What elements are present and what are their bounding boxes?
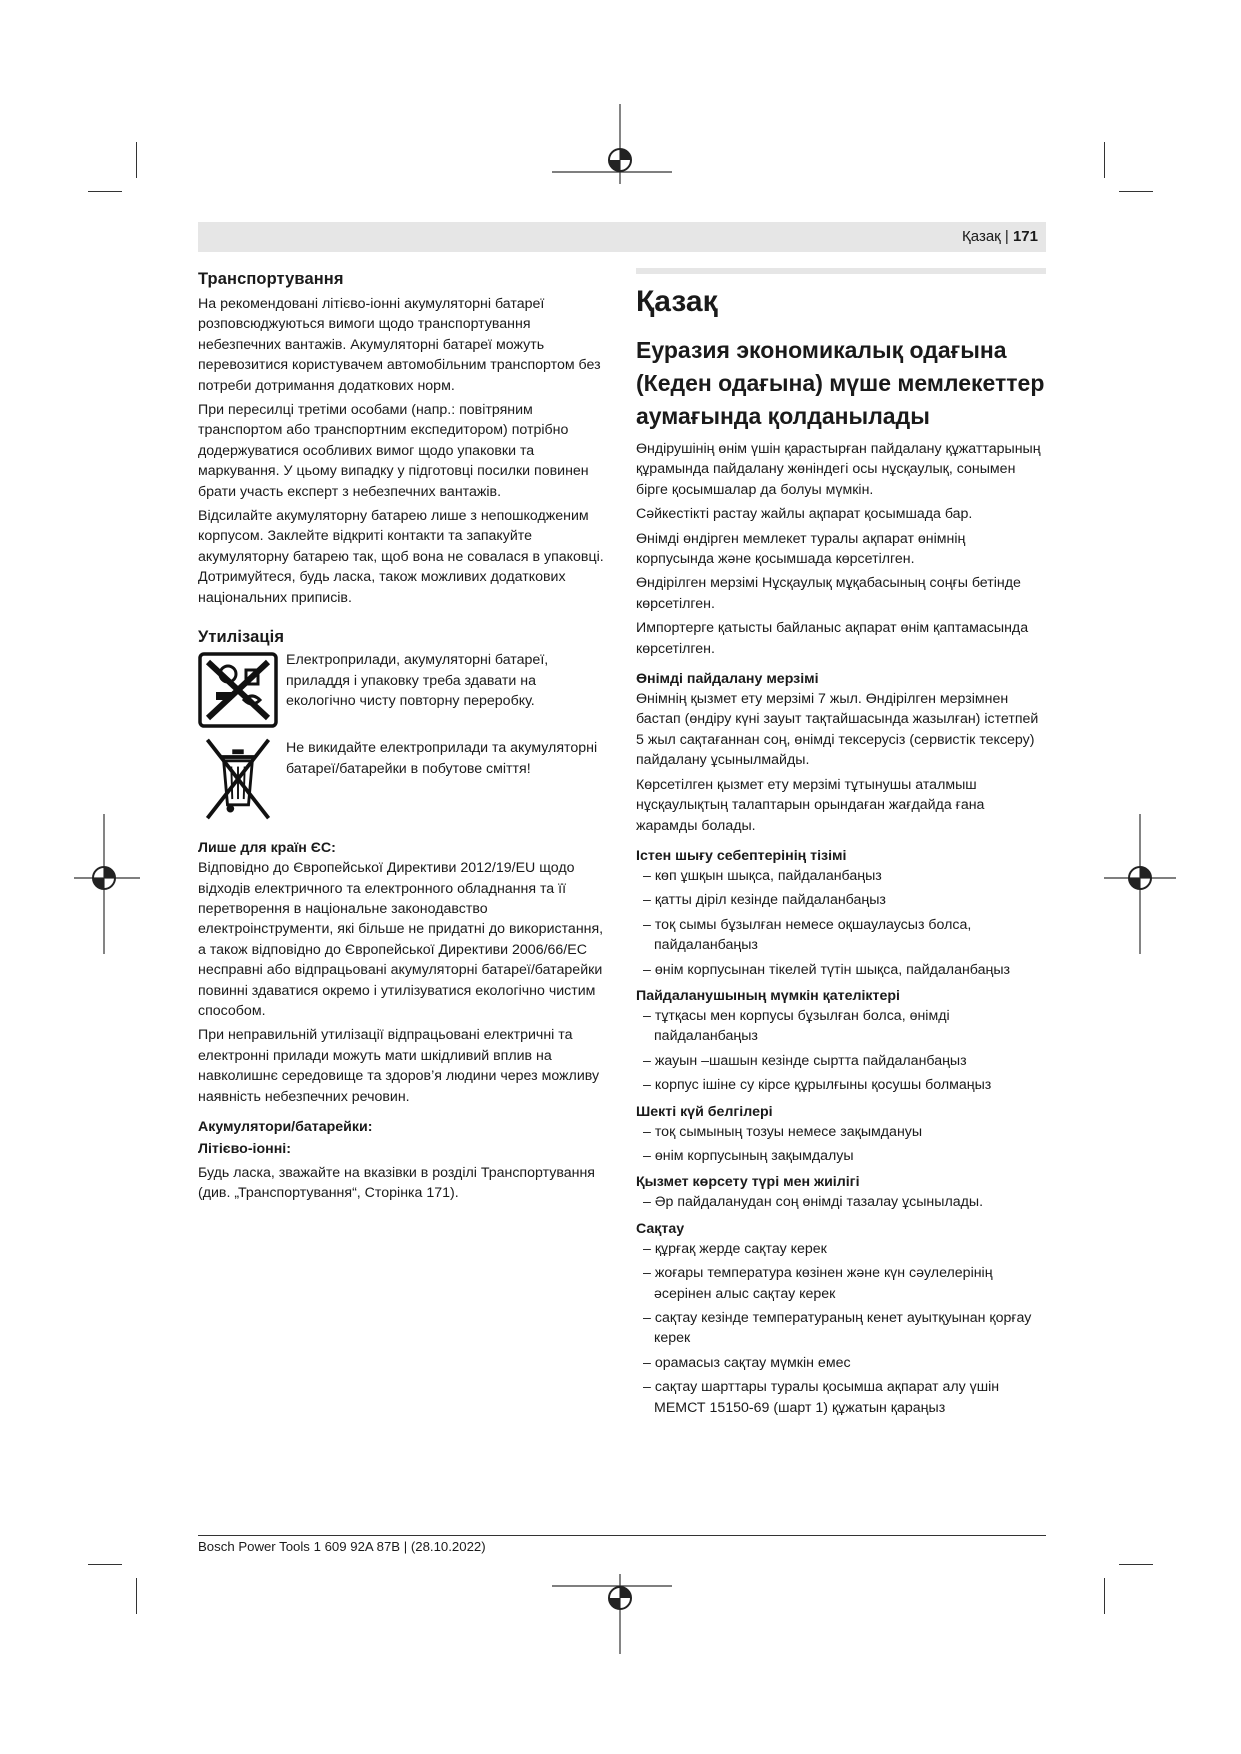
intro-paragraph: Сәйкестікті растау жайлы ақпарат қосымшада бар. [636, 506, 973, 523]
list-item: – сақтау шарттары туралы қосымша ақпарат алу үшін МЕМСТ 15150-69 (шарт 1) құжатын қараңыз [636, 1377, 1046, 1418]
list-item: – құрғақ жерде сақтау керек [636, 1239, 1046, 1259]
transport-title: Транспортування [198, 270, 344, 288]
disposal-section [198, 628, 604, 1204]
footer-text: Bosch Power Tools 1 609 92A 87B | (28.10.2022) [198, 1539, 486, 1554]
list-item: – корпус ішіне су кірсе құрылғыны қосушы болмаңыз [636, 1075, 1046, 1095]
life-paragraph: Өнімнің қызмет ету мерзімі 7 жыл. Өндірілген мерзімнен бастап (өндіру күні зауыт тақтайшасында жазылған) істетпей 5 жыл сақтағаннан соң, өнімді тексерусіз (сервистік тексеру) пайдалану ұсынылмайды. [636, 691, 1039, 769]
transport-paragraph: Відсилайте акумуляторну батарею лише з непошкодженим корпусом. Заклейте відкриті контакти та запакуйте акумуляторну батарею так, щоб вона не совалася в упаковці. Дотримуйтеся, будь ласка, також можливих додаткових національних приписів. [198, 508, 604, 606]
storage-title: Сақтау [636, 1220, 685, 1237]
failures-title: Істен шығу себептерінің тізімі [636, 847, 847, 864]
recycling-note [198, 652, 604, 728]
intro-paragraph: Өндірілген мерзімі Нұсқаулық мұқабасының соңғы бетінде көрсетілген. [636, 575, 1021, 612]
page-number: 171 [1012, 228, 1038, 245]
title-rule [636, 268, 1046, 274]
list-item: – тұтқасы мен корпусы бұзылған болса, өнімді пайдаланбаңыз [636, 1006, 1046, 1047]
list-item: – тоқ сымының тозуы немесе зақымдануы [636, 1122, 1046, 1142]
failures-list [636, 866, 1046, 980]
intro-paragraph: Өндірушінің өнім үшін қарастырған пайдалану құжаттарының құрамында пайдалану жөніндегі осы нұсқаулық, сонымен бірге қосымшалар да болуы мүмкін. [636, 441, 1041, 498]
registration-mark-icon [1100, 814, 1180, 954]
life-title: Өнімді пайдалану мерзімі [636, 671, 819, 688]
right-column [636, 268, 1046, 1426]
bin-note [198, 736, 604, 822]
list-item: – жоғары температура көзінен және күн сәулелерінің әсерінен алыс сақтау керек [636, 1263, 1046, 1304]
list-item: – қатты діріл кезінде пайдаланбаңыз [636, 890, 1046, 910]
limits-list [636, 1122, 1046, 1167]
eu-paragraph: Відповідно до Європейської Директиви 2012/19/EU щодо відходів електричного та електронного обладнання та її перетворення в національне законодавство електроінструменти, які більше не придатні до використання, а також відповідно до Європейської Директиви 2006/66/EC несправні або відпрацьовані акумуляторні батареї/батарейки повинні здаватися окремо і утилізуватися екологічно чистим способом. [198, 860, 604, 1019]
liion-text: Будь ласка, зважайте на вказівки в розділі Транспортування (див. „Транспортування“, Сторінка 171). [198, 1164, 595, 1202]
batteries-title: Акумулятори/батарейки: [198, 1118, 373, 1135]
life-paragraph: Көрсетілген қызмет ету мерзімі тұтынушы аталмыш нұсқаулықтың талаптарын орындаған жағдайда ғана жарамды болады. [636, 776, 985, 834]
footer-rule [198, 1535, 1046, 1536]
liion-title: Літієво-іонні: [198, 1140, 291, 1157]
header-section: Қазақ [962, 228, 1001, 245]
list-item: – орамасыз сақтау мүмкін емес [636, 1353, 1046, 1373]
left-column [198, 270, 604, 1220]
list-item: – тоқ сымы бұзылған немесе оқшаулаусыз болса, пайдаланбаңыз [636, 915, 1046, 956]
section-subtitle: Еуразия экономикалық одағына (Кеден одағына) мүше мемлекеттер аумағында қолданылады [636, 337, 1045, 429]
service-list [636, 1192, 1046, 1212]
intro-paragraph: Өнімді өндірген мемлекет туралы ақпарат өнімнің корпусында және қосымшада көрсетілген. [636, 530, 966, 568]
header-label: Қазақ | 171 [962, 228, 1038, 245]
service-title: Қызмет көрсету түрі мен жиілігі [636, 1174, 860, 1191]
transport-paragraph: На рекомендовані літієво-іонні акумуляторні батареї розповсюджуються вимоги щодо транспортування небезпечних вантажів. Акумуляторні батареї можуть перевозитися користувачем автомобільним транспортом без потреби дотримання додаткових норм. [198, 296, 601, 394]
recycling-symbol-icon [198, 652, 278, 728]
page-header [198, 222, 1046, 252]
disposal-title: Утилізація [198, 628, 285, 647]
registration-mark-icon [552, 104, 692, 184]
section-title: Қазақ [636, 285, 718, 318]
intro-paragraph: Импортерге қатысты байланыс ақпарат өнім қаптамасында көрсетілген. [636, 620, 1029, 657]
transport-paragraph: При пересилці третіми особами (напр.: повітряним транспортом або транспортним експедитором) потрібно додержуватися особливих вимог щодо упаковки та маркування. У цьому випадку у підготовці посилки повинен брати участь експерт з небезпечних вантажів. [198, 402, 589, 500]
list-item: – Әр пайдаланудан соң өнімді тазалау ұсынылады. [636, 1192, 1046, 1212]
bin-text: Не викидайте електроприлади та акумуляторні батареї/батарейки в побутове сміття! [286, 740, 598, 777]
list-item: – өнім корпусының зақымдалуы [636, 1146, 1046, 1166]
registration-mark-icon [552, 1574, 692, 1654]
limits-title: Шекті күй белгілері [636, 1103, 773, 1120]
storage-list [636, 1239, 1046, 1418]
crossed-wheelie-bin-icon [198, 736, 278, 822]
list-item: – көп ұшқын шықса, пайдаланбаңыз [636, 866, 1046, 886]
eu-paragraph: При неправильній утилізації відпрацьовані електричні та електронні прилади можуть мати шкідливий вплив на навколишнє середовище та здоров’я людини через можливу наявність небезпечних речовин. [198, 1027, 600, 1105]
list-item: – өнім корпусынан тікелей түтін шықса, пайдаланбаңыз [636, 960, 1046, 980]
eu-title: Лише для країн ЄС: [198, 840, 336, 857]
list-item: – жауын –шашын кезінде сыртта пайдаланбаңыз [636, 1051, 1046, 1071]
errors-list [636, 1006, 1046, 1096]
errors-title: Пайдаланушының мүмкін қателіктері [636, 987, 900, 1004]
list-item: – сақтау кезінде температураның кенет ауытқуынан қорғау керек [636, 1308, 1046, 1349]
transport-section [198, 270, 604, 608]
recycling-text: Електроприлади, акумуляторні батареї, приладдя і упаковку треба здавати на екологічно чисту повторну переробку. [286, 652, 549, 709]
registration-mark-icon [64, 814, 144, 954]
